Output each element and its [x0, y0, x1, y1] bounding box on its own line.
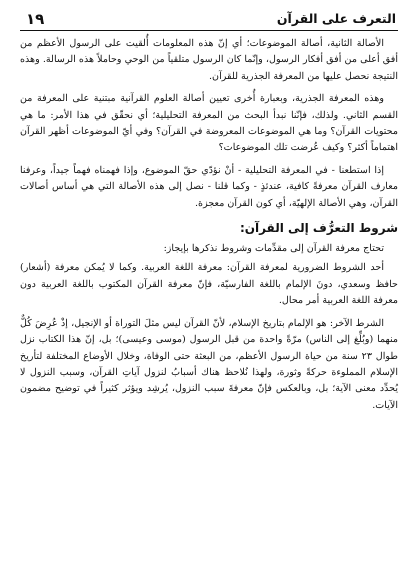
section-intro: تحتاج معرفة القرآن إلى مقدِّمات وشروط نذكرها بإيجاز:	[163, 243, 384, 255]
section-title: شروط التعرُّف إلى القرآن:	[239, 221, 398, 236]
page-body	[20, 36, 398, 414]
page-header	[20, 8, 398, 32]
paragraph: إذا استطعنا - في المعرفة التحليلية - أنْ نؤدّي حقّ الموضوع، وإذا فهمناه فهماً جيداً، وعرفنا معارف القرآن معرفةً كافية، عندئذٍ - وكما قلنا - نصل إلى هذه الأصالة التي هي أساس أصالات القرآن، وهي الأصالة الإلهيّة، أي كون القرآن معجزة.	[20, 164, 398, 209]
header-divider	[20, 30, 398, 31]
running-title: التعرف على القرآن	[276, 11, 396, 26]
paragraph: وهذه المعرفة الجذرية، وبعبارة أُخرى تعيين أصالة العلوم القرآنية مبتنية على المعرفة من القسم الثاني. ولذلك، فإنّنا نبدأ البحث من المعرفة التحليلية؛ أي نحقّق في هذا الأمر: ما هي محتويات القرآن؟ وما هي الموضوعات المعروضة في القرآن؟ وفي أيّ الموضوعات أظهر القرآن اهتماماً أكثر؟ وكيف عُرضت تلك الموضوعات؟	[20, 93, 398, 154]
condition-paragraph: الشرط الآخر: هو الإلمام بتاريخ الإسلام، لأنّ القرآن ليس مثلَ التوراة أو الإنجيل، إذْ عُرِضَ كُلٌّ منهما (وبُلِّغ إلى الناس) مرّةً واحدة من قبل الرسول (موسى وعيسى)؛ بل، إنّ هذا الكتاب نزل طوال ٢٣ سنة من حياة الرسول الأعظم، من البعثة حتى الوفاة، وخلال الأوضاع المختلفة لتأريخ الإسلام المملوءة حركةً وثورة، ولهذا نُلاحظ هناك أسبابُ لنزول آياتِ القرآن، وسبب النزول لا يُحدِّد معنى الآية؛ بل، وبالعكس فإنّ معرفةَ سبب النزول، يُرشِد ويؤثر كثيراً في توضيح مضمون الآيات.	[20, 317, 399, 411]
paragraph: الأصالة الثانية، أصالة الموضوعات؛ أي إنّ هذه المعلومات أُلقيت على الرسول الأعظم من أفق أعلى من أفق أفكار الرسول، وإنّما كان الرسول متلقياً من الوحي وحاملاً هذه الرسالة. وهذه النتيجة نحصل عليها من المعرفة الجذرية للقرآن.	[20, 38, 398, 82]
page-number: ١٩	[26, 10, 45, 28]
condition-paragraph: أحد الشروط الضرورية لمعرفة القرآن: معرفة اللغة العربية. وكما لا يُمكن معرفة (أشعار) حافظ وسعدي، دونَ الإلمام باللغة الفارسيّة، فإنّ معرفة القرآن المكتوب باللغة العربية دون معرفة اللغة العربية أمر محال.	[20, 262, 398, 307]
